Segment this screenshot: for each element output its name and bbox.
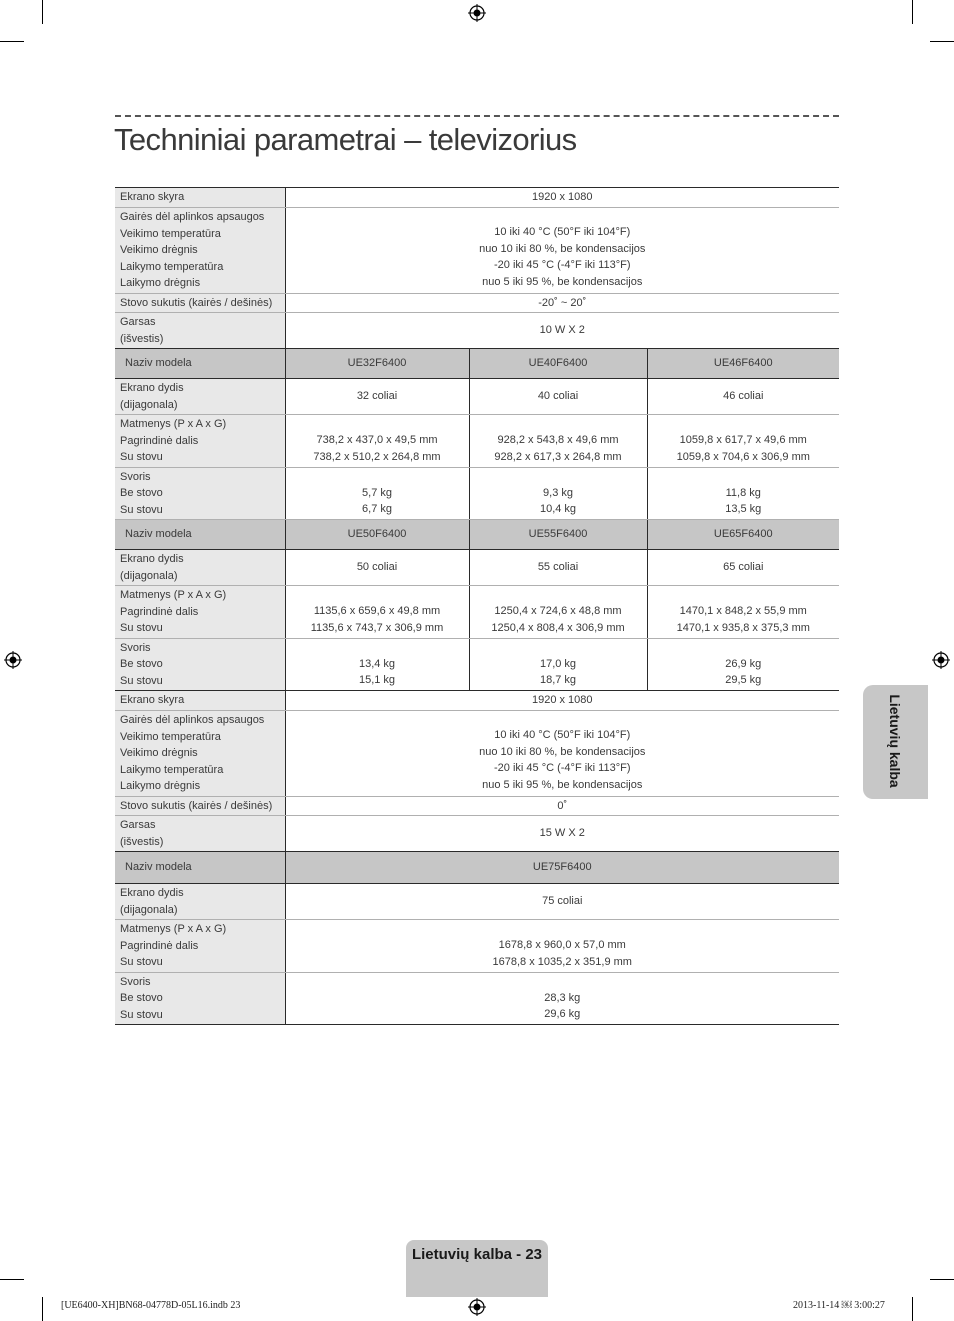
label-line: Gairės dėl aplinkos apsaugos	[120, 211, 265, 223]
model-header-row	[115, 520, 839, 550]
model-name: UE65F6400	[647, 520, 839, 550]
label-line: Su stovu	[120, 622, 163, 634]
value-line: 17,0 kg	[539, 657, 577, 670]
value-line: 928,2 x 543,8 x 49,6 mm	[497, 434, 619, 447]
crop-mark	[930, 41, 954, 42]
row-label: Ekrano skyra	[115, 691, 285, 711]
table-row	[115, 884, 839, 920]
value-line: 29,5 kg	[725, 674, 762, 687]
screen-size: 75 coliai	[285, 884, 839, 920]
page-title: Techniniai parametrai – televizorius	[114, 122, 577, 157]
label-line: Su stovu	[120, 956, 163, 968]
label-line: (išvestis)	[120, 835, 164, 848]
row-label	[115, 550, 285, 586]
label-line: Svoris	[120, 975, 151, 988]
label-line: Veikimo drėgnis	[120, 244, 198, 256]
label-line: Veikimo temperatūra	[120, 227, 221, 240]
model-label: Naziv modela	[115, 520, 285, 550]
row-value: 10 W X 2	[285, 313, 839, 349]
table-row	[115, 313, 839, 349]
row-label	[115, 816, 285, 852]
row-value	[285, 711, 839, 797]
screen-size: 32 coliai	[285, 379, 469, 415]
label-line: (dijagonala)	[120, 903, 178, 916]
value-line: 10 iki 40 °C (50°F iki 104°F)	[494, 226, 631, 239]
dimensions-cell	[647, 586, 839, 639]
value-line: 6,7 kg	[362, 503, 392, 516]
table-row	[115, 972, 839, 1025]
row-label: Stovo sukutis (kairės / dešinės)	[115, 796, 285, 816]
value-line: -20 iki 45 °C (-4°F iki 113°F)	[494, 259, 631, 272]
row-value: -20˚ ~ 20˚	[285, 293, 839, 313]
crop-mark	[912, 1297, 913, 1321]
row-label	[115, 972, 285, 1025]
row-label	[115, 711, 285, 797]
weight-cell	[285, 467, 469, 520]
screen-size: 50 coliai	[285, 550, 469, 586]
value-line: 29,6 kg	[544, 1008, 581, 1021]
value-line: 928,2 x 617,3 x 264,8 mm	[494, 450, 622, 463]
value-line: 1059,8 x 704,6 x 306,9 mm	[676, 450, 810, 463]
table-row	[115, 293, 839, 313]
registration-mark-icon	[4, 651, 22, 669]
label-line: Su stovu	[120, 503, 163, 516]
crop-mark	[0, 1279, 24, 1280]
model-name: UE32F6400	[285, 349, 469, 379]
model-name: UE40F6400	[469, 349, 647, 379]
table-row	[115, 638, 839, 691]
row-label	[115, 884, 285, 920]
registration-mark-icon	[468, 1298, 486, 1316]
model-name: UE50F6400	[285, 520, 469, 550]
registration-mark-icon	[932, 651, 950, 669]
model-header-row	[115, 349, 839, 379]
value-line: nuo 5 iki 95 %, be kondensacijos	[482, 275, 643, 288]
table-row	[115, 550, 839, 586]
model-name: UE75F6400	[285, 852, 839, 884]
label-line: (išvestis)	[120, 332, 164, 345]
label-line: Laikymo temperatūra	[120, 260, 224, 273]
label-line: Be stovo	[120, 992, 163, 1004]
label-line: Garsas	[120, 316, 156, 328]
language-side-tab-label: Lietuvių kalba	[887, 694, 903, 788]
label-line: Matmenys (P x A x G)	[120, 589, 227, 601]
screen-size: 40 coliai	[469, 379, 647, 415]
row-value: 1920 x 1080	[285, 188, 839, 208]
table-row	[115, 816, 839, 852]
value-line: 13,5 kg	[725, 503, 762, 516]
screen-size: 46 coliai	[647, 379, 839, 415]
row-label	[115, 920, 285, 973]
value-line: 1678,8 x 1035,2 x 351,9 mm	[492, 955, 632, 968]
crop-mark	[930, 1279, 954, 1280]
row-label: Stovo sukutis (kairės / dešinės)	[115, 293, 285, 313]
label-line: Ekrano dydis	[120, 887, 184, 899]
value-line: 1135,6 x 743,7 x 306,9 mm	[310, 621, 444, 634]
crop-mark	[0, 41, 24, 42]
row-value: 1920 x 1080	[285, 691, 839, 711]
label-line: Laikymo drėgnis	[120, 277, 201, 289]
row-label	[115, 467, 285, 520]
value-line: 26,9 kg	[725, 657, 762, 670]
value-line: nuo 10 iki 80 %, be kondensacijos	[479, 745, 646, 758]
label-line: Matmenys (P x A x G)	[120, 923, 227, 935]
crop-mark	[42, 1297, 43, 1321]
value-line: 5,7 kg	[362, 486, 392, 499]
title-divider	[115, 115, 839, 117]
row-label	[115, 586, 285, 639]
value-line: nuo 5 iki 95 %, be kondensacijos	[482, 778, 643, 791]
spec-table	[115, 187, 839, 1025]
weight-cell	[647, 638, 839, 691]
print-timestamp: 2013-11-14 ￼ 3:00:27	[793, 1300, 885, 1311]
table-row	[115, 188, 839, 208]
screen-size: 65 coliai	[647, 550, 839, 586]
label-line: Pagrindinė dalis	[120, 939, 199, 952]
value-line: 15,1 kg	[358, 674, 396, 687]
value-line: 738,2 x 437,0 x 49,5 mm	[316, 434, 438, 447]
value-line: 11,8 kg	[725, 486, 761, 499]
label-line: Be stovo	[120, 487, 163, 499]
registration-mark-icon	[468, 4, 486, 22]
crop-mark	[42, 0, 43, 24]
label-line: Pagrindinė dalis	[120, 605, 199, 618]
row-label	[115, 415, 285, 468]
label-line: (dijagonala)	[120, 398, 178, 411]
value-line: 9,3 kg	[543, 486, 573, 499]
label-line: Svoris	[120, 470, 151, 483]
label-line: Ekrano dydis	[120, 382, 184, 394]
row-label	[115, 379, 285, 415]
value-line: 1059,8 x 617,7 x 49,6 mm	[679, 434, 807, 447]
value-line: nuo 10 iki 80 %, be kondensacijos	[479, 242, 646, 255]
page-number-tab	[406, 1240, 548, 1297]
label-line: Ekrano dydis	[120, 553, 184, 565]
weight-cell	[469, 467, 647, 520]
value-line: 13,4 kg	[358, 657, 396, 670]
label-line: Gairės dėl aplinkos apsaugos	[120, 714, 265, 726]
label-line: Laikymo temperatūra	[120, 763, 224, 776]
label-line: (dijagonala)	[120, 569, 178, 582]
table-row	[115, 920, 839, 973]
dimensions-cell	[285, 920, 839, 973]
table-row	[115, 467, 839, 520]
language-side-tab	[863, 685, 928, 799]
value-line: 10 iki 40 °C (50°F iki 104°F)	[494, 729, 631, 742]
model-header-row	[115, 852, 839, 884]
value-line: 28,3 kg	[544, 991, 581, 1004]
row-value	[285, 208, 839, 294]
weight-cell	[285, 638, 469, 691]
dimensions-cell	[647, 415, 839, 468]
label-line: Veikimo drėgnis	[120, 747, 198, 759]
table-row	[115, 711, 839, 797]
weight-cell	[469, 638, 647, 691]
table-row	[115, 415, 839, 468]
value-line: 1470,1 x 848,2 x 55,9 mm	[679, 605, 807, 618]
label-line: Veikimo temperatūra	[120, 730, 221, 743]
dimensions-cell	[285, 586, 469, 639]
model-label: Naziv modela	[115, 349, 285, 379]
row-label	[115, 208, 285, 294]
label-line: Laikymo drėgnis	[120, 780, 201, 792]
value-line: 738,2 x 510,2 x 264,8 mm	[313, 450, 441, 463]
value-line: 1250,4 x 724,6 x 48,8 mm	[494, 605, 622, 618]
value-line: 18,7 kg	[539, 674, 577, 687]
value-line: 1678,8 x 960,0 x 57,0 mm	[498, 939, 626, 952]
row-value: 15 W X 2	[285, 816, 839, 852]
value-line: 10,4 kg	[539, 503, 577, 516]
row-label	[115, 638, 285, 691]
crop-mark	[912, 0, 913, 24]
label-line: Be stovo	[120, 658, 163, 670]
page-number-label: Lietuvių kalba - 23	[411, 1246, 543, 1263]
label-line: Garsas	[120, 819, 156, 831]
value-line: 1470,1 x 935,8 x 375,3 mm	[676, 621, 810, 634]
value-line: -20 iki 45 °C (-4°F iki 113°F)	[494, 762, 631, 775]
table-row	[115, 586, 839, 639]
row-value: 0˚	[285, 796, 839, 816]
value-line: 1250,4 x 808,4 x 306,9 mm	[491, 621, 625, 634]
label-line: Su stovu	[120, 451, 163, 463]
table-row	[115, 796, 839, 816]
model-name: UE46F6400	[647, 349, 839, 379]
label-line: Su stovu	[120, 1008, 163, 1021]
value-line: 1135,6 x 659,6 x 49,8 mm	[313, 605, 441, 618]
model-name: UE55F6400	[469, 520, 647, 550]
weight-cell	[647, 467, 839, 520]
dimensions-cell	[469, 586, 647, 639]
label-line: Matmenys (P x A x G)	[120, 418, 227, 430]
weight-cell	[285, 972, 839, 1025]
label-line: Pagrindinė dalis	[120, 434, 199, 447]
label-line: Svoris	[120, 641, 151, 654]
print-file-info: [UE6400-XH]BN68-04778D-05L16.indb 23	[61, 1300, 241, 1311]
screen-size: 55 coliai	[469, 550, 647, 586]
table-row	[115, 691, 839, 711]
model-label: Naziv modela	[115, 852, 285, 884]
row-label: Ekrano skyra	[115, 188, 285, 208]
dimensions-cell	[285, 415, 469, 468]
table-row	[115, 379, 839, 415]
label-line: Su stovu	[120, 674, 163, 687]
dimensions-cell	[469, 415, 647, 468]
table-row	[115, 208, 839, 294]
row-label	[115, 313, 285, 349]
